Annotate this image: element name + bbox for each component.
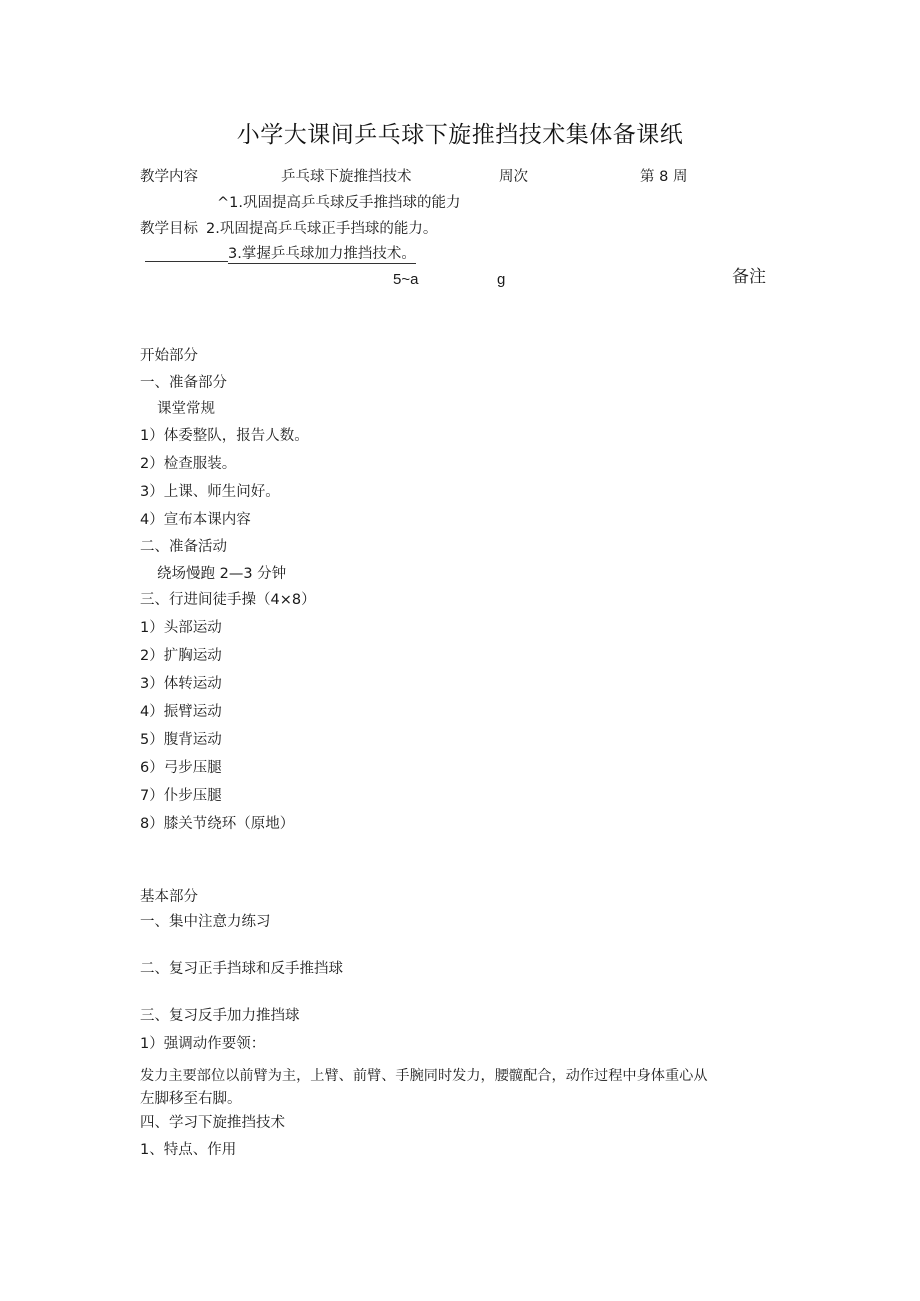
routine-text: 课堂常规 <box>157 401 215 417</box>
list-item: 2）检查服装。 <box>140 456 237 472</box>
key-points-line-1: 发力主要部位以前臂为主，上臂、前臂、手腕同时发力，腰髋配合，动作过程中身体重心从 <box>140 1068 708 1084</box>
list-item: 4）振臂运动 <box>140 704 222 720</box>
list-item: 3）体转运动 <box>140 676 222 692</box>
list-item: 5）腹背运动 <box>140 732 222 748</box>
objectives-label: 教学目标 <box>140 221 198 237</box>
basic-item-1: 一、集中注意力练习 <box>140 914 271 930</box>
list-item: 6）弓步压腿 <box>140 760 222 776</box>
start-section-heading: 开始部分 <box>140 348 198 364</box>
basic-section-heading: 基本部分 <box>140 889 198 905</box>
key-points-line-2: 左脚移至右脚。 <box>140 1091 242 1107</box>
list-item: 3）上课、师生问好。 <box>140 484 280 500</box>
content-label: 教学内容 <box>140 169 198 185</box>
list-item: 2）扩胸运动 <box>140 648 222 664</box>
week-value: 第 8 周 <box>640 169 688 185</box>
basic-item-2: 二、复习正手挡球和反手推挡球 <box>140 961 343 977</box>
basic-item-4: 四、学习下旋推挡技术 <box>140 1115 285 1131</box>
basic-sub-1: 1、特点、作用 <box>140 1142 237 1158</box>
right-mark: g <box>497 271 506 288</box>
list-item: 8）膝关节绕环（原地） <box>140 816 295 832</box>
left-mark: 5~a <box>393 271 419 288</box>
underline-blank <box>145 261 228 262</box>
activity-text: 绕场慢跑 2—3 分钟 <box>157 566 287 582</box>
prep-heading: 一、准备部分 <box>140 375 227 391</box>
remark-label: 备注 <box>732 267 766 287</box>
objective-1: ^1.巩固提高乒乓球反手推挡球的能力 <box>217 195 461 211</box>
list-item: 1）体委整队，报告人数。 <box>140 428 309 444</box>
activity-heading: 二、准备活动 <box>140 539 227 555</box>
content-value: 乒乓球下旋推挡技术 <box>281 169 412 185</box>
objective-3: 3.掌握乒乓球加力推挡技术。 <box>228 246 416 262</box>
week-label: 周次 <box>499 169 528 185</box>
objective-2: 2.巩固提高乒乓球正手挡球的能力。 <box>206 221 438 237</box>
list-item: 4）宣布本课内容 <box>140 512 251 528</box>
list-item: 1）头部运动 <box>140 620 222 636</box>
basic-item-3: 三、复习反手加力推挡球 <box>140 1008 300 1024</box>
exercise-heading: 三、行进间徒手操（4×8） <box>140 592 316 608</box>
list-item: 7）仆步压腿 <box>140 788 222 804</box>
page-title: 小学大课间乒乓球下旋推挡技术集体备课纸 <box>236 122 684 148</box>
key-points-heading: 1）强调动作要领： <box>140 1036 266 1052</box>
